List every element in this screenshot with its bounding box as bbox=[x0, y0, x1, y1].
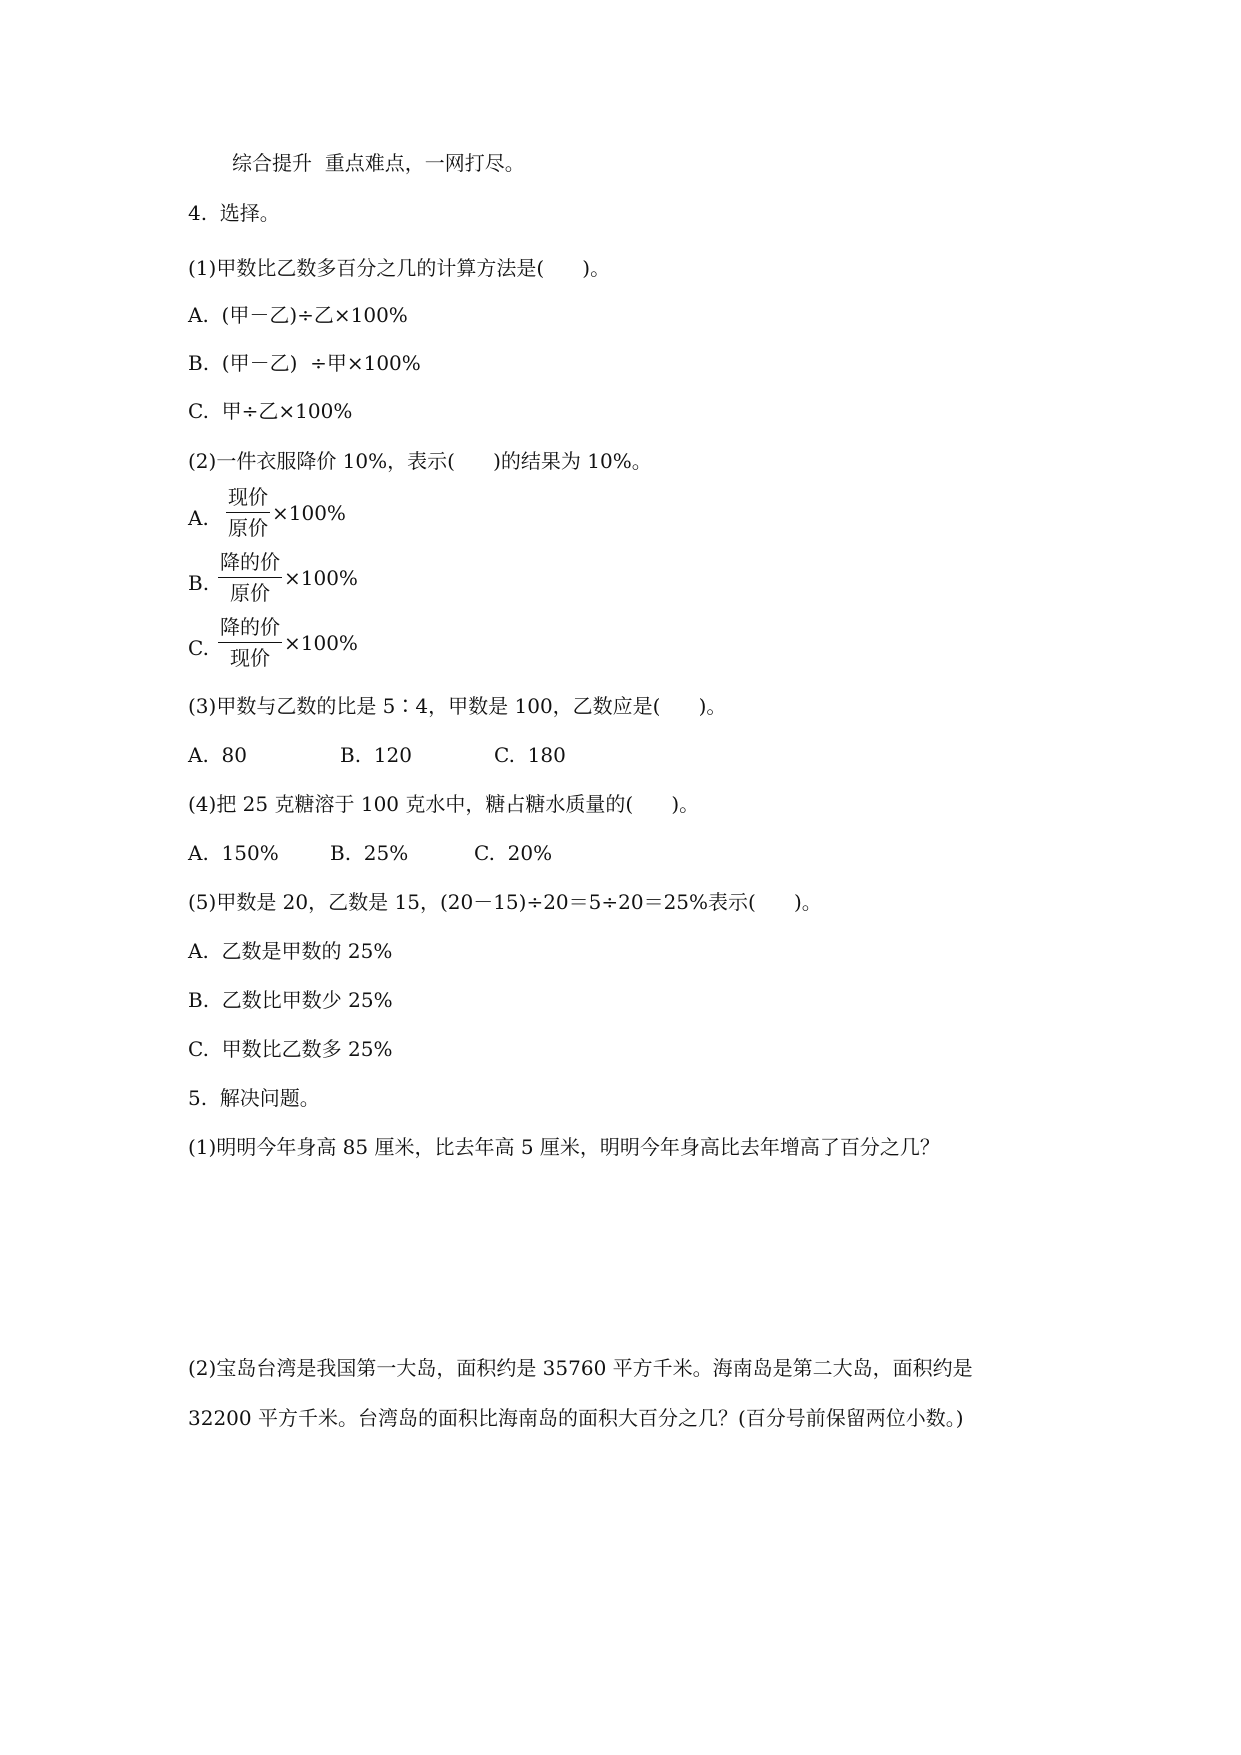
q2-option-c-label: C. bbox=[188, 636, 209, 660]
q1-option-b: B. (甲－乙) ÷甲×100% bbox=[188, 351, 421, 375]
q5-stem: (5)甲数是 20，乙数是 15，(20－15)÷20＝5÷20＝25%表示( )。 bbox=[188, 890, 822, 914]
fraction-numerator: 现价 bbox=[226, 484, 270, 513]
q5-option-b: B. 乙数比甲数少 25% bbox=[188, 988, 393, 1012]
q2-option-a-fraction bbox=[226, 484, 346, 541]
fraction-multiplier: ×100% bbox=[272, 500, 346, 525]
q2-option-c-fraction bbox=[218, 614, 358, 671]
q2-option-b-fraction bbox=[218, 549, 358, 606]
q3-stem: (3)甲数与乙数的比是 5∶4，甲数是 100，乙数应是( )。 bbox=[188, 694, 727, 718]
q4-option-c: C. 20% bbox=[474, 841, 553, 865]
q4-option-b: B. 25% bbox=[330, 841, 409, 865]
fraction-denominator: 现价 bbox=[230, 646, 270, 670]
fraction-multiplier: ×100% bbox=[284, 630, 358, 655]
q5-option-c: C. 甲数比乙数多 25% bbox=[188, 1037, 393, 1061]
q4-stem: (4)把 25 克糖溶于 100 克水中，糖占糖水质量的( )。 bbox=[188, 792, 700, 816]
problem-2-line-2: 32200 平方千米。台湾岛的面积比海南岛的面积大百分之几？(百分号前保留两位小数。) bbox=[188, 1406, 964, 1430]
q1-option-c: C. 甲÷乙×100% bbox=[188, 399, 353, 423]
problem-1: (1)明明今年身高 85 厘米，比去年高 5 厘米，明明今年身高比去年增高了百分之几？ bbox=[188, 1135, 940, 1159]
q3-option-c: C. 180 bbox=[494, 743, 566, 767]
section-5-title: 5. 解决问题。 bbox=[188, 1086, 320, 1110]
q5-option-a: A. 乙数是甲数的 25% bbox=[188, 939, 393, 963]
q3-option-b: B. 120 bbox=[340, 743, 412, 767]
q2-stem: (2)一件衣服降价 10%，表示( )的结果为 10%。 bbox=[188, 449, 652, 473]
section-heading: 综合提升 重点难点，一网打尽。 bbox=[232, 151, 525, 175]
q2-option-b-label: B. bbox=[188, 571, 210, 595]
fraction-multiplier: ×100% bbox=[284, 565, 358, 590]
q4-option-a: A. 150% bbox=[188, 841, 279, 865]
q3-option-a: A. 80 bbox=[188, 743, 247, 767]
q2-option-a-label: A. bbox=[188, 506, 209, 530]
fraction-denominator: 原价 bbox=[230, 581, 270, 605]
q1-stem: (1)甲数比乙数多百分之几的计算方法是( )。 bbox=[188, 256, 611, 280]
section-4-title: 4. 选择。 bbox=[188, 201, 280, 225]
fraction-denominator: 原价 bbox=[228, 516, 268, 540]
problem-2-line-1: (2)宝岛台湾是我国第一大岛，面积约是 35760 平方千米。海南岛是第二大岛，面积约是 bbox=[188, 1356, 973, 1380]
fraction-numerator: 降的价 bbox=[218, 614, 282, 643]
q1-option-a: A. (甲－乙)÷乙×100% bbox=[188, 303, 408, 327]
fraction-numerator: 降的价 bbox=[218, 549, 282, 578]
